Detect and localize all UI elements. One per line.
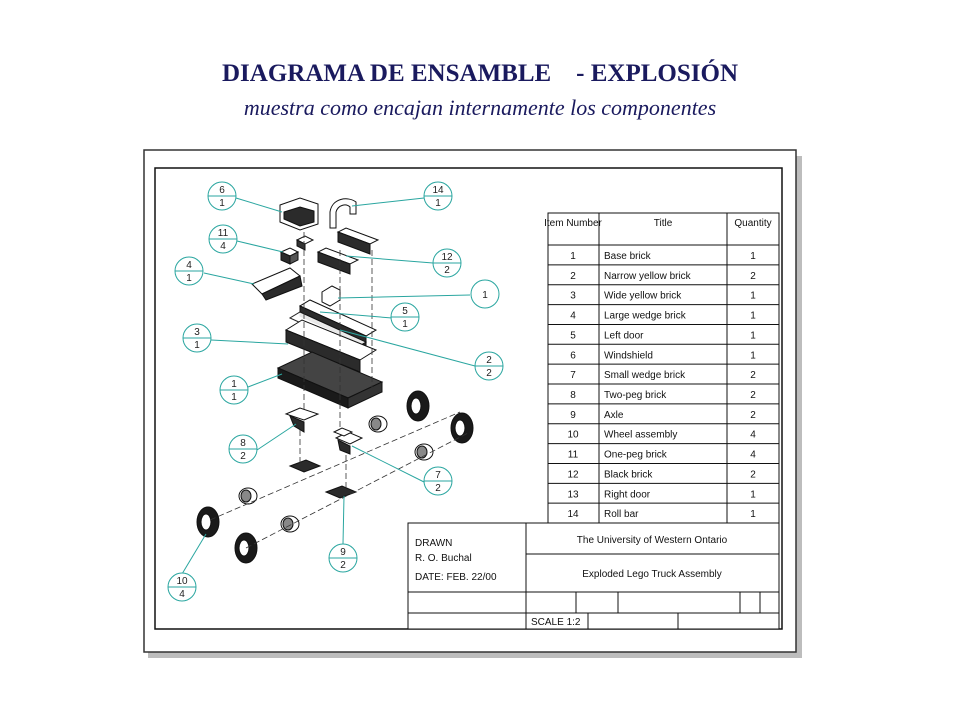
- cell-title: Wide yellow brick: [604, 290, 682, 302]
- cell-title: Roll bar: [604, 509, 639, 521]
- svg-text:2: 2: [444, 265, 450, 276]
- svg-text:1: 1: [231, 379, 237, 390]
- cell-item-number: 5: [570, 330, 576, 342]
- cell-item-number: 8: [570, 390, 576, 402]
- svg-text:6: 6: [219, 185, 225, 196]
- svg-text:4: 4: [220, 241, 226, 252]
- cell-quantity: 1: [750, 310, 756, 322]
- svg-text:4: 4: [186, 260, 192, 271]
- svg-text:2: 2: [435, 483, 441, 494]
- cell-quantity: 2: [750, 270, 756, 282]
- header-quantity: Quantity: [734, 218, 772, 229]
- cell-title: Narrow yellow brick: [604, 270, 691, 282]
- cell-quantity: 1: [750, 251, 756, 262]
- cell-quantity: 2: [750, 409, 756, 421]
- cell-item-number: 14: [567, 509, 579, 521]
- svg-text:1: 1: [402, 319, 408, 330]
- balloon-1-top: [471, 280, 499, 308]
- svg-text:8: 8: [240, 438, 246, 449]
- cell-quantity: 4: [750, 449, 756, 461]
- header-title: Title: [653, 218, 673, 229]
- drawing-date: DATE: FEB. 22/00: [415, 572, 497, 583]
- balloon-11: [209, 225, 237, 253]
- svg-text:1: 1: [186, 273, 192, 284]
- cell-title: Two-peg brick: [604, 390, 667, 402]
- slide-subtitle: muestra como encajan internamente los componentes: [243, 95, 717, 120]
- cell-item-number: 9: [570, 409, 576, 421]
- cell-item-number: 13: [567, 489, 579, 501]
- cell-item-number: 12: [567, 469, 579, 481]
- cell-item-number: 3: [570, 290, 576, 302]
- cell-item-number: 2: [570, 270, 576, 282]
- svg-text:11: 11: [217, 228, 229, 239]
- cell-title: Small wedge brick: [604, 370, 686, 382]
- svg-text:5: 5: [402, 306, 408, 317]
- svg-text:2: 2: [340, 560, 346, 571]
- svg-text:1: 1: [194, 340, 200, 351]
- cell-title: One-peg brick: [604, 449, 667, 461]
- cell-item-number: 6: [570, 350, 576, 362]
- parts-table: [544, 213, 779, 523]
- svg-text:1: 1: [219, 198, 225, 209]
- cell-item-number: 11: [567, 449, 579, 461]
- cell-quantity: 1: [750, 489, 756, 501]
- cell-quantity: 1: [750, 350, 756, 362]
- cell-quantity: 1: [750, 290, 756, 302]
- svg-text:2: 2: [486, 368, 492, 379]
- cell-quantity: 1: [750, 330, 756, 342]
- balloon-14: [424, 182, 452, 210]
- cell-title: Black brick: [604, 469, 653, 481]
- svg-text:2: 2: [486, 355, 492, 366]
- cell-item-number: 1: [570, 251, 576, 262]
- svg-text:9: 9: [340, 547, 346, 558]
- balloon-10: [168, 573, 196, 601]
- organization-name: The University of Western Ontario: [576, 535, 728, 546]
- svg-text:10: 10: [176, 576, 188, 587]
- cell-title: Left door: [604, 330, 644, 342]
- cell-title: Wheel assembly: [604, 429, 678, 441]
- balloon-1: [220, 376, 248, 404]
- header-item-number: Item Number: [544, 218, 602, 229]
- balloon-7: [424, 467, 452, 495]
- balloon-12: [433, 249, 461, 277]
- svg-text:12: 12: [441, 252, 453, 263]
- svg-text:4: 4: [179, 589, 185, 600]
- svg-text:1: 1: [482, 290, 488, 301]
- balloon-6: [208, 182, 236, 210]
- balloon-2: [475, 352, 503, 380]
- cell-title: Windshield: [604, 350, 653, 362]
- cell-item-number: 10: [567, 429, 579, 441]
- balloon-5: [391, 303, 419, 331]
- balloon-3: [183, 324, 211, 352]
- svg-text:14: 14: [432, 185, 444, 196]
- cell-title: Large wedge brick: [604, 310, 686, 322]
- cell-quantity: 2: [750, 469, 756, 481]
- cell-title: Right door: [604, 489, 651, 501]
- cell-item-number: 7: [570, 370, 576, 382]
- cell-quantity: 4: [750, 429, 756, 441]
- scale-label: SCALE 1:2: [531, 617, 581, 628]
- svg-text:1: 1: [435, 198, 441, 209]
- drawing-title: Exploded Lego Truck Assembly: [582, 569, 722, 580]
- balloon-4: [175, 257, 203, 285]
- svg-text:7: 7: [435, 470, 441, 481]
- balloon-8: [229, 435, 257, 463]
- drawn-label: DRAWN: [415, 538, 453, 549]
- cell-title: Axle: [604, 409, 624, 421]
- drawn-by: R. O. Buchal: [415, 553, 472, 564]
- balloon-9: [329, 544, 357, 572]
- cell-quantity: 2: [750, 370, 756, 382]
- svg-text:2: 2: [240, 451, 246, 462]
- cell-quantity: 1: [750, 509, 756, 521]
- cell-title: Base brick: [604, 251, 651, 262]
- cell-quantity: 2: [750, 390, 756, 402]
- slide-title: DIAGRAMA DE ENSAMBLE - EXPLOSIÓN: [221, 60, 739, 87]
- cell-item-number: 4: [570, 310, 576, 322]
- svg-text:3: 3: [194, 327, 200, 338]
- svg-text:1: 1: [231, 392, 237, 403]
